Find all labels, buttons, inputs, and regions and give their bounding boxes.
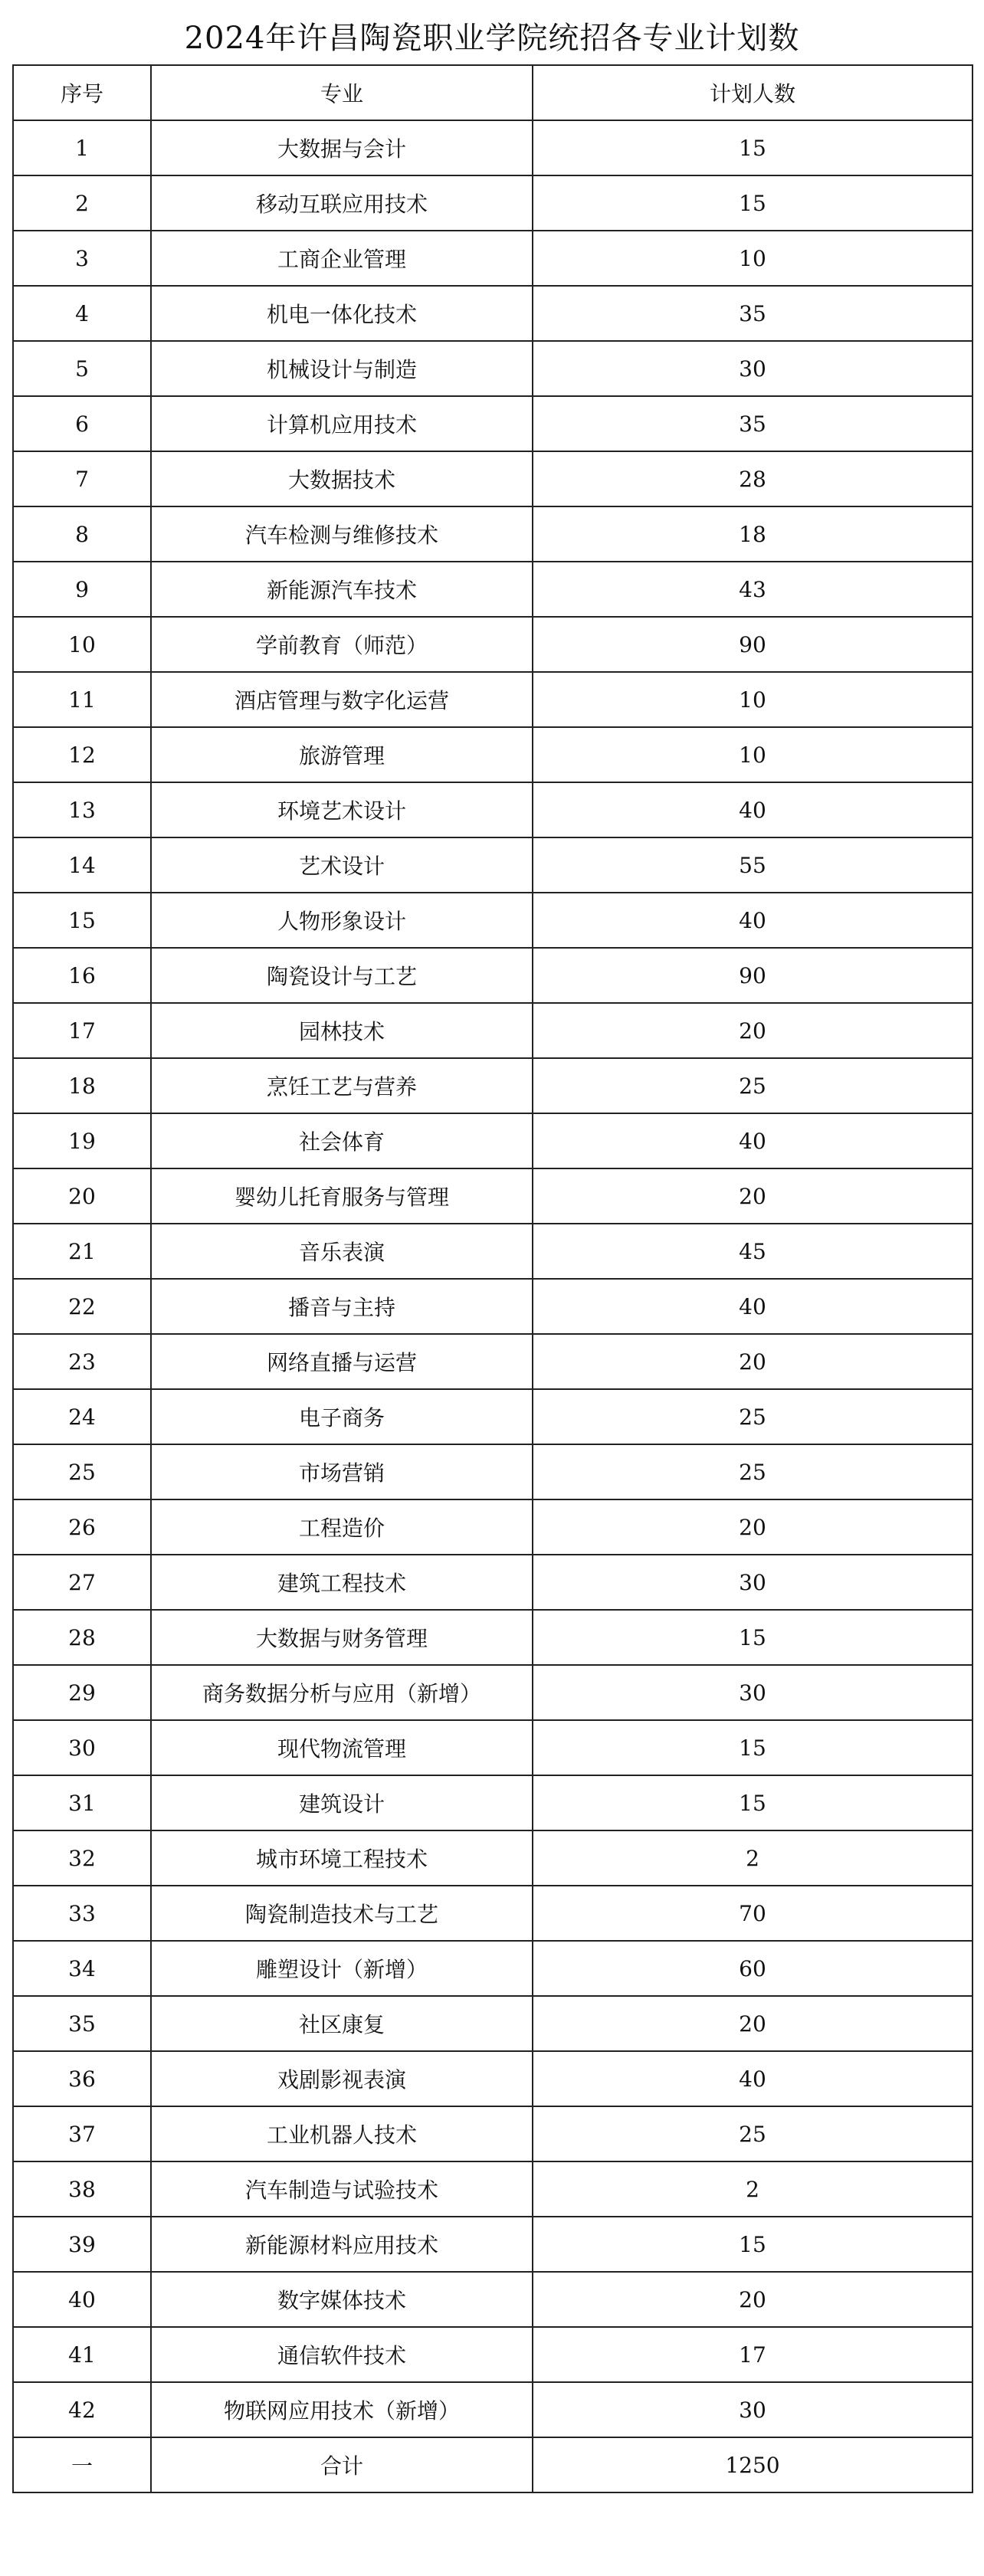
row-major: 陶瓷设计与工艺 xyxy=(151,948,533,1003)
table-row xyxy=(13,1996,973,2051)
row-index: 17 xyxy=(13,1003,151,1058)
table-row xyxy=(13,506,973,562)
row-major: 通信软件技术 xyxy=(151,2327,533,2382)
row-index: 37 xyxy=(13,2106,151,2161)
row-major: 人物形象设计 xyxy=(151,893,533,948)
row-major: 大数据与会计 xyxy=(151,120,533,175)
row-index: 8 xyxy=(13,506,151,562)
table-row xyxy=(13,1389,973,1444)
table-row xyxy=(13,1775,973,1830)
row-major: 戏剧影视表演 xyxy=(151,2051,533,2106)
row-major: 机电一体化技术 xyxy=(151,286,533,341)
row-plan-count: 40 xyxy=(533,893,973,948)
row-plan-count: 60 xyxy=(533,1941,973,1996)
row-major: 播音与主持 xyxy=(151,1279,533,1334)
table-row xyxy=(13,1941,973,1996)
row-plan-count: 28 xyxy=(533,451,973,506)
row-index: 28 xyxy=(13,1610,151,1665)
table-header-row xyxy=(13,65,973,120)
row-major: 建筑设计 xyxy=(151,1775,533,1830)
row-major: 市场营销 xyxy=(151,1444,533,1499)
table-row xyxy=(13,1555,973,1610)
row-index: 25 xyxy=(13,1444,151,1499)
row-index: 2 xyxy=(13,175,151,231)
row-major: 婴幼儿托育服务与管理 xyxy=(151,1168,533,1224)
row-major: 城市环境工程技术 xyxy=(151,1830,533,1886)
table-row xyxy=(13,2161,973,2217)
row-index: 38 xyxy=(13,2161,151,2217)
table-row xyxy=(13,341,973,396)
row-major: 物联网应用技术（新增） xyxy=(151,2382,533,2437)
row-plan-count: 30 xyxy=(533,1555,973,1610)
row-major: 烹饪工艺与营养 xyxy=(151,1058,533,1113)
row-index: 15 xyxy=(13,893,151,948)
table-row xyxy=(13,1610,973,1665)
header-index: 序号 xyxy=(13,65,151,120)
row-index: 6 xyxy=(13,396,151,451)
row-major: 商务数据分析与应用（新增） xyxy=(151,1665,533,1720)
row-major: 环境艺术设计 xyxy=(151,782,533,837)
row-major: 社区康复 xyxy=(151,1996,533,2051)
row-index: 9 xyxy=(13,562,151,617)
row-index: 24 xyxy=(13,1389,151,1444)
row-index: 7 xyxy=(13,451,151,506)
row-plan-count: 30 xyxy=(533,2382,973,2437)
page-title: 2024年许昌陶瓷职业学院统招各专业计划数 xyxy=(184,20,800,56)
row-plan-count: 17 xyxy=(533,2327,973,2382)
row-index: 29 xyxy=(13,1665,151,1720)
row-major: 新能源材料应用技术 xyxy=(151,2217,533,2272)
row-major: 艺术设计 xyxy=(151,837,533,893)
row-index: 42 xyxy=(13,2382,151,2437)
enrollment-plan-table xyxy=(12,64,973,2493)
table-row xyxy=(13,396,973,451)
row-major: 旅游管理 xyxy=(151,727,533,782)
row-plan-count: 40 xyxy=(533,2051,973,2106)
table-row xyxy=(13,1665,973,1720)
row-major: 数字媒体技术 xyxy=(151,2272,533,2327)
row-index: 31 xyxy=(13,1775,151,1830)
table-row xyxy=(13,837,973,893)
row-plan-count: 25 xyxy=(533,1058,973,1113)
row-major: 园林技术 xyxy=(151,1003,533,1058)
row-index: 3 xyxy=(13,231,151,286)
row-index: 11 xyxy=(13,672,151,727)
row-major: 网络直播与运营 xyxy=(151,1334,533,1389)
row-index: 13 xyxy=(13,782,151,837)
total-index: 一 xyxy=(13,2437,151,2492)
row-plan-count: 55 xyxy=(533,837,973,893)
row-plan-count: 15 xyxy=(533,1610,973,1665)
row-index: 21 xyxy=(13,1224,151,1279)
row-major: 学前教育（师范） xyxy=(151,617,533,672)
row-major: 计算机应用技术 xyxy=(151,396,533,451)
row-index: 32 xyxy=(13,1830,151,1886)
row-index: 26 xyxy=(13,1499,151,1555)
row-major: 陶瓷制造技术与工艺 xyxy=(151,1886,533,1941)
row-plan-count: 15 xyxy=(533,175,973,231)
table-row xyxy=(13,948,973,1003)
table-row xyxy=(13,1003,973,1058)
row-index: 4 xyxy=(13,286,151,341)
total-label: 合计 xyxy=(151,2437,533,2492)
row-plan-count: 40 xyxy=(533,782,973,837)
row-major: 社会体育 xyxy=(151,1113,533,1168)
table-row xyxy=(13,451,973,506)
row-plan-count: 20 xyxy=(533,1499,973,1555)
table-row xyxy=(13,2217,973,2272)
table-row xyxy=(13,1334,973,1389)
table-row xyxy=(13,120,973,175)
row-plan-count: 90 xyxy=(533,948,973,1003)
table-row xyxy=(13,231,973,286)
row-major: 大数据与财务管理 xyxy=(151,1610,533,1665)
row-index: 41 xyxy=(13,2327,151,2382)
header-major: 专业 xyxy=(151,65,533,120)
table-row xyxy=(13,175,973,231)
row-index: 5 xyxy=(13,341,151,396)
table-row xyxy=(13,2106,973,2161)
row-plan-count: 25 xyxy=(533,1444,973,1499)
row-major: 工业机器人技术 xyxy=(151,2106,533,2161)
row-plan-count: 90 xyxy=(533,617,973,672)
row-major: 汽车制造与试验技术 xyxy=(151,2161,533,2217)
row-plan-count: 35 xyxy=(533,396,973,451)
row-plan-count: 20 xyxy=(533,1334,973,1389)
row-index: 10 xyxy=(13,617,151,672)
table-row xyxy=(13,1444,973,1499)
table-row xyxy=(13,782,973,837)
row-major: 移动互联应用技术 xyxy=(151,175,533,231)
row-index: 19 xyxy=(13,1113,151,1168)
row-index: 22 xyxy=(13,1279,151,1334)
row-index: 33 xyxy=(13,1886,151,1941)
row-index: 16 xyxy=(13,948,151,1003)
row-plan-count: 25 xyxy=(533,2106,973,2161)
row-index: 27 xyxy=(13,1555,151,1610)
row-plan-count: 45 xyxy=(533,1224,973,1279)
table-row xyxy=(13,893,973,948)
row-plan-count: 2 xyxy=(533,1830,973,1886)
row-major: 汽车检测与维修技术 xyxy=(151,506,533,562)
row-plan-count: 15 xyxy=(533,1775,973,1830)
row-index: 30 xyxy=(13,1720,151,1775)
row-plan-count: 10 xyxy=(533,672,973,727)
row-plan-count: 20 xyxy=(533,1996,973,2051)
table-row xyxy=(13,1168,973,1224)
table-row xyxy=(13,2327,973,2382)
row-index: 40 xyxy=(13,2272,151,2327)
row-plan-count: 20 xyxy=(533,2272,973,2327)
table-row xyxy=(13,2382,973,2437)
row-index: 36 xyxy=(13,2051,151,2106)
table-row xyxy=(13,2272,973,2327)
row-index: 34 xyxy=(13,1941,151,1996)
table-row xyxy=(13,1499,973,1555)
row-plan-count: 18 xyxy=(533,506,973,562)
row-plan-count: 30 xyxy=(533,341,973,396)
row-plan-count: 40 xyxy=(533,1279,973,1334)
header-plan-count: 计划人数 xyxy=(533,65,973,120)
row-plan-count: 20 xyxy=(533,1003,973,1058)
row-index: 18 xyxy=(13,1058,151,1113)
row-index: 20 xyxy=(13,1168,151,1224)
row-plan-count: 25 xyxy=(533,1389,973,1444)
row-major: 音乐表演 xyxy=(151,1224,533,1279)
row-index: 12 xyxy=(13,727,151,782)
table-row xyxy=(13,727,973,782)
row-major: 建筑工程技术 xyxy=(151,1555,533,1610)
row-major: 电子商务 xyxy=(151,1389,533,1444)
table-row xyxy=(13,1720,973,1775)
row-index: 35 xyxy=(13,1996,151,2051)
row-plan-count: 43 xyxy=(533,562,973,617)
row-plan-count: 70 xyxy=(533,1886,973,1941)
row-plan-count: 15 xyxy=(533,120,973,175)
row-major: 工程造价 xyxy=(151,1499,533,1555)
row-plan-count: 15 xyxy=(533,2217,973,2272)
row-plan-count: 30 xyxy=(533,1665,973,1720)
row-index: 39 xyxy=(13,2217,151,2272)
table-row xyxy=(13,1830,973,1886)
row-major: 现代物流管理 xyxy=(151,1720,533,1775)
row-major: 酒店管理与数字化运营 xyxy=(151,672,533,727)
table-row xyxy=(13,672,973,727)
row-plan-count: 10 xyxy=(533,231,973,286)
table-row xyxy=(13,286,973,341)
row-index: 1 xyxy=(13,120,151,175)
row-index: 14 xyxy=(13,837,151,893)
table-row xyxy=(13,1279,973,1334)
row-major: 大数据技术 xyxy=(151,451,533,506)
table-row xyxy=(13,562,973,617)
row-major: 机械设计与制造 xyxy=(151,341,533,396)
row-plan-count: 2 xyxy=(533,2161,973,2217)
row-plan-count: 20 xyxy=(533,1168,973,1224)
row-major: 雕塑设计（新增） xyxy=(151,1941,533,1996)
row-plan-count: 15 xyxy=(533,1720,973,1775)
table-row xyxy=(13,1058,973,1113)
table-row xyxy=(13,1886,973,1941)
table-body xyxy=(13,120,973,2492)
total-plan-count: 1250 xyxy=(533,2437,973,2492)
table-row xyxy=(13,1113,973,1168)
row-index: 23 xyxy=(13,1334,151,1389)
row-plan-count: 35 xyxy=(533,286,973,341)
row-major: 工商企业管理 xyxy=(151,231,533,286)
row-plan-count: 40 xyxy=(533,1113,973,1168)
total-row xyxy=(13,2437,973,2492)
table-row xyxy=(13,617,973,672)
row-plan-count: 10 xyxy=(533,727,973,782)
table-row xyxy=(13,2051,973,2106)
table-row xyxy=(13,1224,973,1279)
row-major: 新能源汽车技术 xyxy=(151,562,533,617)
